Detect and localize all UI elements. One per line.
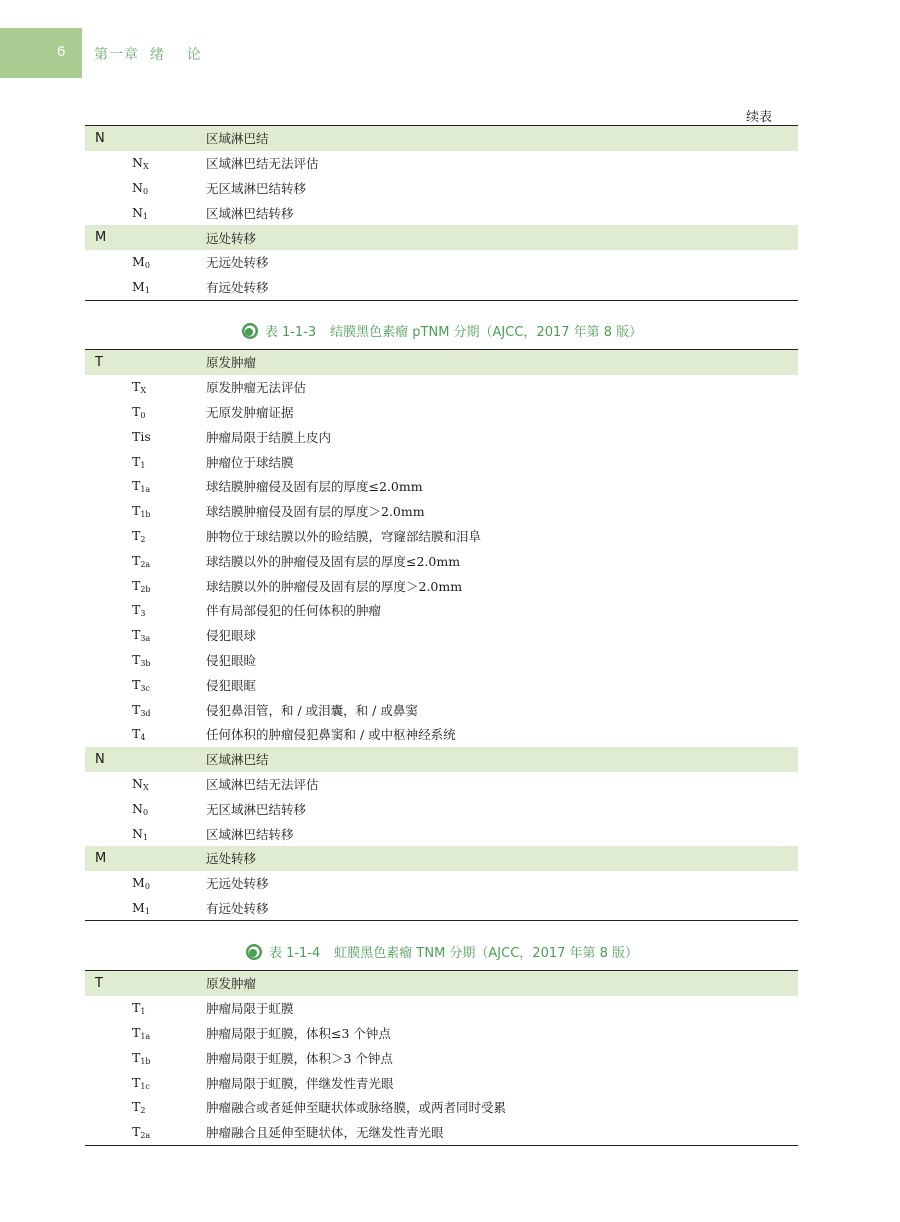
- stage-description: 侵犯眼球: [206, 628, 257, 644]
- stage-code: $T_{1b}$: [132, 503, 151, 520]
- table-row: [85, 499, 798, 524]
- table-row: [85, 697, 798, 722]
- stage-code: $N_1$: [132, 204, 149, 221]
- table-row: [85, 722, 798, 747]
- stage-code: $T_{1a}$: [132, 478, 151, 495]
- stage-code: N: [95, 751, 105, 767]
- stage-code: T: [95, 354, 103, 370]
- stage-subscript: 2: [140, 1106, 146, 1116]
- stage-description: 肿瘤局限于虹膜，伴继发性青光眼: [206, 1075, 394, 1091]
- category-row: [85, 971, 798, 996]
- stage-description: 无远处转移: [206, 255, 269, 271]
- tnm-table: [85, 125, 798, 301]
- stage-description: 无区域淋巴结转移: [206, 180, 307, 196]
- table-row: [85, 896, 798, 921]
- stage-code: $N_X$: [132, 155, 149, 172]
- stage-description: 肿瘤融合或者延伸至睫状体或脉络膜，或两者同时受累: [206, 1100, 507, 1116]
- stage-subscript: 1b: [140, 510, 151, 520]
- stage-description: 区域淋巴结无法评估: [206, 776, 319, 792]
- chapter-title: 第一章 绪 论: [94, 47, 202, 63]
- table-row: [85, 871, 798, 896]
- table-row: [85, 176, 798, 201]
- stage-subscript: 1: [144, 286, 150, 296]
- table-1-1-4: [85, 970, 798, 1146]
- table-row: [85, 1045, 798, 1070]
- category-row: [85, 225, 798, 250]
- stage-subscript: 1a: [140, 1031, 151, 1041]
- stage-subscript: 2b: [140, 584, 151, 594]
- stage-description: 肿瘤局限于结膜上皮内: [206, 429, 332, 445]
- table-row: [85, 375, 798, 400]
- stage-description: 原发肿瘤: [206, 355, 257, 371]
- stage-description: 肿瘤位于球结膜: [206, 454, 294, 470]
- table-row: [85, 1095, 798, 1120]
- stage-subscript: 1: [142, 832, 149, 842]
- caption-number: 表 1-1-4: [268, 946, 321, 961]
- table-row: [85, 821, 798, 846]
- stage-code: $T_2$: [132, 527, 146, 544]
- stage-description: 球结膜肿瘤侵及固有层的厚度≤2.0mm: [206, 479, 423, 495]
- stage-code: $T_{1a}$: [132, 1024, 151, 1041]
- stage-description: 肿瘤局限于虹膜，体积＞3 个钟点: [206, 1050, 393, 1066]
- stage-code: N: [95, 130, 105, 146]
- continued-label: 续表: [745, 110, 772, 125]
- stage-code: $T_0$: [132, 403, 146, 420]
- table-row: [85, 672, 798, 697]
- stage-subscript: 3a: [140, 634, 151, 644]
- table-row: [85, 573, 798, 598]
- stage-subscript: X: [140, 386, 147, 396]
- stage-description: 肿物位于球结膜以外的睑结膜，穹窿部结膜和泪阜: [206, 528, 482, 544]
- stage-code: $T_{3c}$: [132, 676, 150, 693]
- stage-code: $T_{2a}$: [132, 552, 151, 569]
- stage-description: 伴有局部侵犯的任何体积的肿瘤: [206, 603, 382, 619]
- table-row: [85, 151, 798, 176]
- stage-code: $T_{3a}$: [132, 627, 151, 644]
- stage-subscript: 4: [140, 733, 146, 743]
- category-row: [85, 350, 798, 375]
- table-row: [85, 1070, 798, 1095]
- stage-code: Tis: [132, 429, 151, 445]
- stage-code: $N_X$: [132, 775, 149, 792]
- stage-code: $T_3$: [132, 602, 146, 619]
- stage-description: 任何体积的肿瘤侵犯鼻窦和 / 或中枢神经系统: [206, 727, 456, 743]
- tnm-table: [85, 349, 798, 921]
- stage-subscript: 1: [142, 211, 149, 221]
- table-row: [85, 996, 798, 1021]
- caption-text: 结膜黑色素瘤 pTNM 分期（AJCC，2017 年第 8 版）: [330, 325, 643, 340]
- stage-description: 无区域淋巴结转移: [206, 801, 307, 817]
- stage-code: T: [95, 975, 103, 991]
- stage-description: 肿瘤局限于虹膜，体积≤3 个钟点: [206, 1025, 391, 1041]
- stage-description: 原发肿瘤无法评估: [206, 380, 307, 396]
- stage-subscript: 1b: [140, 1056, 151, 1066]
- stage-description: 侵犯眼眶: [206, 677, 257, 693]
- stage-subscript: 3c: [140, 683, 150, 693]
- stage-subscript: 2a: [140, 559, 151, 569]
- table-continued: [85, 125, 798, 301]
- stage-description: 球结膜以外的肿瘤侵及固有层的厚度≤2.0mm: [206, 553, 461, 569]
- stage-code: $T_{2a}$: [132, 1124, 151, 1141]
- table-row: [85, 474, 798, 499]
- page-tab: [0, 28, 82, 78]
- table-1-1-3: [85, 349, 798, 921]
- stage-description: 区域淋巴结: [206, 752, 269, 768]
- stage-description: 肿瘤局限于虹膜: [206, 1001, 294, 1017]
- stage-code: $M_0$: [132, 875, 150, 892]
- stage-code: $T_{2b}$: [132, 577, 151, 594]
- stage-subscript: 1: [140, 1007, 146, 1017]
- table-row: [85, 275, 798, 300]
- stage-code: $M_1$: [132, 279, 150, 296]
- stage-code: $T_{1b}$: [132, 1049, 151, 1066]
- caption-number: 表 1-1-3: [264, 325, 317, 340]
- stage-description: 球结膜以外的肿瘤侵及固有层的厚度＞2.0mm: [206, 578, 463, 594]
- stage-code: $T_{3d}$: [132, 701, 151, 718]
- stage-description: 有远处转移: [206, 900, 269, 916]
- table-row: [85, 400, 798, 425]
- stage-code: $T_1$: [132, 453, 146, 470]
- stage-description: 远处转移: [206, 230, 257, 246]
- stage-description: 原发肿瘤: [206, 976, 257, 992]
- stage-code: $M_1$: [132, 899, 150, 916]
- stage-description: 肿瘤融合且延伸至睫状体，无继发性青光眼: [206, 1125, 444, 1141]
- page-number: 6: [57, 43, 66, 60]
- stage-description: 无远处转移: [206, 876, 269, 892]
- stage-subscript: X: [142, 162, 149, 172]
- stage-description: 球结膜肿瘤侵及固有层的厚度＞2.0mm: [206, 504, 425, 520]
- eye-bullet-icon: [241, 322, 259, 340]
- caption-text: 虹膜黑色素瘤 TNM 分期（AJCC，2017 年第 8 版）: [334, 946, 639, 961]
- stage-subscript: 1: [140, 460, 146, 470]
- table-row: [85, 200, 798, 225]
- table-row: [85, 598, 798, 623]
- stage-code: $T_4$: [132, 726, 146, 743]
- stage-code: $N_0$: [132, 179, 149, 196]
- table-row: [85, 548, 798, 573]
- stage-subscript: 0: [140, 410, 146, 420]
- stage-description: 侵犯鼻泪管，和 / 或泪囊，和 / 或鼻窦: [206, 702, 418, 718]
- stage-code: $T_X$: [132, 379, 147, 396]
- table-row: [85, 648, 798, 673]
- stage-code: $T_{1c}$: [132, 1074, 150, 1091]
- stage-subscript: X: [142, 782, 149, 792]
- stage-description: 侵犯眼睑: [206, 652, 257, 668]
- stage-subscript: 0: [142, 807, 149, 817]
- stage-code: M: [95, 850, 107, 866]
- stage-subscript: 2a: [140, 1131, 151, 1141]
- stage-code: $M_0$: [132, 254, 150, 271]
- stage-code: $N_1$: [132, 825, 149, 842]
- stage-code: $T_{3b}$: [132, 651, 151, 668]
- stage-subscript: 2: [140, 534, 146, 544]
- table-row: [85, 424, 798, 449]
- stage-description: 远处转移: [206, 851, 257, 867]
- stage-description: 无原发肿瘤证据: [206, 404, 294, 420]
- category-row: [85, 747, 798, 772]
- stage-description: 有远处转移: [206, 280, 269, 296]
- stage-description: 区域淋巴结: [206, 131, 269, 147]
- table-row: [85, 524, 798, 549]
- category-row: [85, 126, 798, 151]
- stage-description: 区域淋巴结无法评估: [206, 156, 319, 172]
- table-caption-1-1-4: [85, 942, 798, 961]
- stage-subscript: 0: [144, 882, 150, 892]
- stage-code: $T_1$: [132, 1000, 146, 1017]
- stage-description: 区域淋巴结转移: [206, 826, 294, 842]
- stage-code: M: [95, 230, 107, 246]
- table-row: [85, 1120, 798, 1145]
- table-row: [85, 623, 798, 648]
- stage-code: $T_2$: [132, 1099, 146, 1116]
- stage-subscript: 0: [144, 261, 150, 271]
- stage-subscript: 0: [142, 186, 149, 196]
- table-caption-1-1-3: [85, 321, 798, 340]
- table-row: [85, 796, 798, 821]
- table-row: [85, 1021, 798, 1046]
- table-row: [85, 772, 798, 797]
- stage-subscript: 1: [144, 906, 150, 916]
- stage-subscript: 1a: [140, 485, 151, 495]
- table-row: [85, 449, 798, 474]
- eye-bullet-icon: [245, 943, 263, 961]
- stage-subscript: 3b: [140, 658, 151, 668]
- table-row: [85, 250, 798, 275]
- stage-description: 区域淋巴结转移: [206, 205, 294, 221]
- stage-code: $N_0$: [132, 800, 149, 817]
- stage-subscript: 1c: [140, 1081, 150, 1091]
- stage-subscript: 3d: [140, 708, 151, 718]
- category-row: [85, 846, 798, 871]
- tnm-table: [85, 970, 798, 1146]
- stage-subscript: 3: [140, 609, 146, 619]
